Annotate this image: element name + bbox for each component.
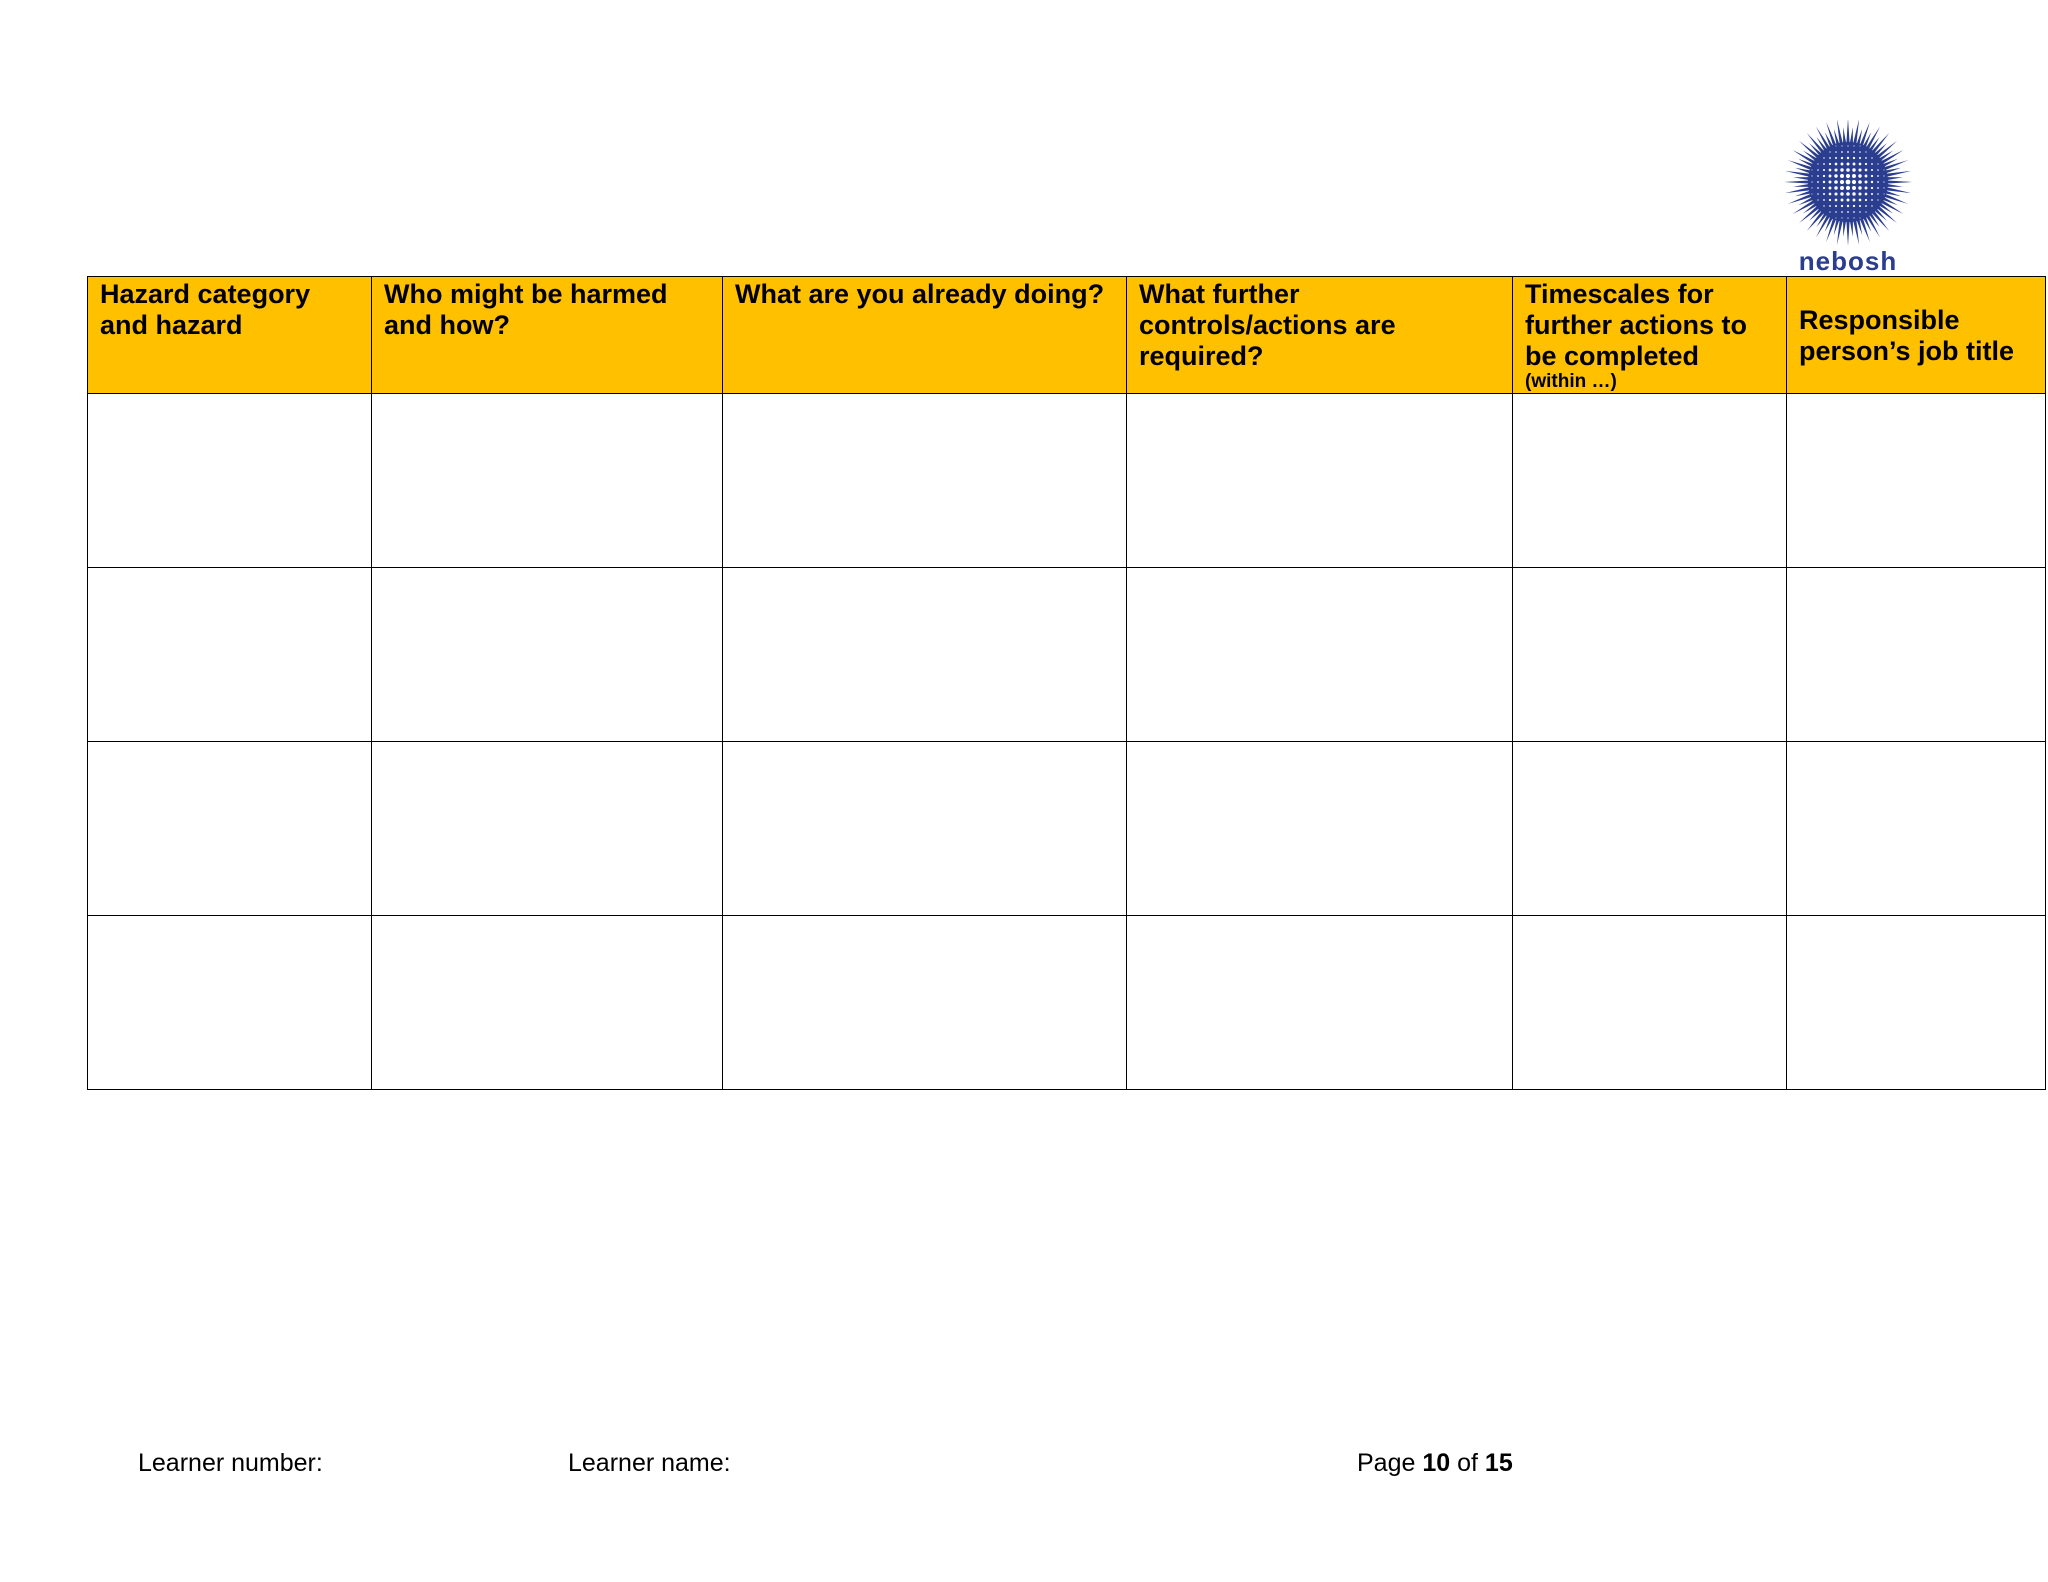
logo-dot: [1817, 181, 1819, 183]
logo-dot: [1817, 199, 1818, 200]
logo-dot: [1853, 151, 1855, 153]
learner-name-label: Learner name:: [568, 1449, 731, 1477]
logo-dot: [1817, 169, 1819, 171]
logo-dot: [1841, 205, 1843, 207]
logo-dot: [1853, 145, 1854, 146]
logo-dot: [1871, 157, 1872, 158]
table-row: [88, 568, 2046, 742]
table-row: [88, 916, 2046, 1090]
logo-dot: [1829, 187, 1832, 190]
table-cell[interactable]: [1513, 742, 1787, 916]
table-cell[interactable]: [88, 394, 372, 568]
logo-dot: [1823, 199, 1825, 201]
logo-dot: [1841, 157, 1843, 159]
logo-ray: [1884, 180, 1912, 184]
logo-dot: [1840, 180, 1844, 184]
logo-dot: [1853, 157, 1855, 159]
logo-dot: [1859, 211, 1861, 213]
table-cell[interactable]: [1787, 742, 2046, 916]
logo-dot: [1829, 169, 1832, 172]
logo-starburst-icon: [1778, 120, 1918, 260]
logo-dot: [1846, 168, 1850, 172]
logo-dot: [1834, 192, 1837, 195]
logo-dot: [1812, 194, 1813, 195]
table-cell[interactable]: [88, 916, 372, 1090]
header-already-doing: What are you already doing?: [723, 277, 1127, 394]
nebosh-logo: [1778, 120, 1918, 278]
logo-dot: [1829, 175, 1832, 178]
logo-dot: [1817, 187, 1819, 189]
table-cell[interactable]: [1787, 568, 2046, 742]
table-cell[interactable]: [1513, 568, 1787, 742]
logo-dot: [1823, 169, 1825, 171]
logo-dot: [1847, 151, 1849, 153]
table-cell[interactable]: [88, 742, 372, 916]
table-cell[interactable]: [1127, 742, 1513, 916]
logo-dot: [1835, 157, 1837, 159]
logo-dot: [1852, 174, 1856, 178]
logo-dot: [1858, 180, 1862, 184]
logo-dot: [1829, 193, 1832, 196]
page-number: [1357, 1448, 1513, 1478]
logo-dot: [1846, 174, 1850, 178]
logo-dot: [1860, 146, 1861, 147]
logo-dot: [1834, 180, 1838, 184]
logo-dot: [1853, 163, 1856, 166]
table-cell[interactable]: [1513, 394, 1787, 568]
logo-dot: [1846, 186, 1850, 190]
logo-dot: [1836, 218, 1837, 219]
page-prefix: Page: [1357, 1449, 1416, 1477]
logo-dot: [1871, 169, 1873, 171]
logo-dot: [1858, 192, 1861, 195]
logo-dot: [1858, 174, 1861, 177]
logo-dot: [1829, 151, 1830, 152]
logo-dot: [1823, 187, 1825, 189]
logo-dot: [1847, 163, 1850, 166]
header-hazard-category: Hazard category and hazard: [88, 277, 372, 394]
table-cell[interactable]: [1127, 916, 1513, 1090]
logo-dot: [1865, 157, 1867, 159]
logo-dot: [1884, 194, 1885, 195]
logo-text: nebosh: [1798, 246, 1898, 276]
logo-dot: [1834, 174, 1837, 177]
table-cell[interactable]: [723, 568, 1127, 742]
logo-dot: [1829, 181, 1832, 184]
logo-dot: [1835, 163, 1838, 166]
logo-dot: [1871, 163, 1873, 165]
logo-dot: [1871, 181, 1873, 183]
logo-dot: [1883, 181, 1884, 182]
logo-dot: [1840, 192, 1843, 195]
logo-dot: [1811, 187, 1812, 188]
table-cell[interactable]: [1787, 394, 2046, 568]
logo-dot: [1829, 205, 1831, 207]
logo-dot: [1883, 175, 1884, 176]
logo-dot: [1883, 187, 1884, 188]
logo-ray: [1846, 218, 1850, 246]
logo-dot: [1865, 181, 1868, 184]
logo-dot: [1841, 145, 1842, 146]
logo-dot: [1811, 181, 1812, 182]
logo-dot: [1847, 199, 1850, 202]
logo-dot: [1823, 163, 1825, 165]
logo-dot: [1835, 205, 1837, 207]
logo-dot: [1829, 211, 1830, 212]
logo-dot: [1865, 175, 1868, 178]
logo-dot: [1877, 193, 1879, 195]
logo-dot: [1865, 199, 1867, 201]
logo-dot: [1858, 168, 1861, 171]
logo-dot: [1859, 199, 1862, 202]
logo-dot: [1852, 180, 1856, 184]
logo-dot: [1811, 175, 1812, 176]
logo-dot: [1859, 163, 1862, 166]
logo-dot: [1858, 186, 1861, 189]
logo-dot: [1853, 217, 1854, 218]
table-cell[interactable]: [372, 742, 723, 916]
logo-dot: [1852, 192, 1855, 195]
logo-dot: [1865, 169, 1868, 172]
logo-dot: [1846, 180, 1851, 185]
logo-dot: [1877, 163, 1878, 164]
logo-dot: [1847, 157, 1849, 159]
table-cell[interactable]: [1513, 916, 1787, 1090]
logo-dot: [1852, 168, 1855, 171]
logo-dot: [1871, 193, 1873, 195]
logo-dot: [1853, 205, 1855, 207]
logo-dot: [1847, 217, 1848, 218]
logo-dot: [1847, 205, 1849, 207]
page-of: of: [1457, 1449, 1478, 1477]
logo-dot: [1865, 193, 1868, 196]
logo-dot: [1877, 169, 1879, 171]
table-cell[interactable]: [372, 394, 723, 568]
logo-dot: [1823, 193, 1825, 195]
header-responsible-person: Responsible person’s job title: [1787, 277, 2046, 394]
logo-dot: [1847, 211, 1849, 213]
logo-dot: [1865, 151, 1866, 152]
logo-dot: [1871, 187, 1873, 189]
logo-dot: [1871, 199, 1873, 201]
logo-dot: [1877, 199, 1878, 200]
logo-dot: [1853, 199, 1856, 202]
logo-dot: [1865, 187, 1868, 190]
logo-dot: [1871, 175, 1873, 177]
table-header-row: [88, 277, 2046, 394]
header-further-controls: What further controls/actions are required?: [1127, 277, 1513, 394]
logo-dot: [1834, 168, 1837, 171]
table-cell[interactable]: [372, 916, 723, 1090]
logo-dot: [1846, 192, 1850, 196]
logo-dot: [1812, 170, 1813, 171]
logo-ray: [1784, 180, 1812, 184]
logo-dot: [1865, 211, 1866, 212]
page-total: 15: [1484, 1449, 1513, 1477]
logo-dot: [1841, 151, 1843, 153]
page-current: 10: [1422, 1449, 1451, 1477]
logo-dot: [1865, 205, 1867, 207]
logo-dot: [1817, 193, 1819, 195]
table-cell[interactable]: [723, 742, 1127, 916]
logo-dot: [1817, 175, 1819, 177]
logo-dot: [1841, 199, 1844, 202]
logo-dot: [1840, 186, 1844, 190]
logo-dot: [1847, 145, 1848, 146]
header-who-harmed: Who might be harmed and how?: [372, 277, 723, 394]
logo-dot: [1834, 186, 1837, 189]
logo-dot: [1841, 211, 1843, 213]
header-timescales-sub: (within …): [1525, 371, 1617, 392]
learner-number-label: Learner number:: [138, 1449, 323, 1477]
table-cell[interactable]: [88, 568, 372, 742]
table-cell[interactable]: [1787, 916, 2046, 1090]
logo-dot: [1859, 205, 1861, 207]
logo-dot: [1829, 163, 1831, 165]
logo-dot: [1829, 157, 1831, 159]
logo-dot: [1823, 205, 1824, 206]
logo-dot: [1852, 186, 1856, 190]
logo-dot: [1835, 151, 1837, 153]
table-cell[interactable]: [1127, 568, 1513, 742]
logo-dot: [1823, 181, 1825, 183]
logo-dot: [1817, 163, 1818, 164]
logo-dot: [1859, 157, 1861, 159]
logo-dot: [1840, 168, 1843, 171]
logo-dot: [1836, 146, 1837, 147]
logo-dot: [1859, 151, 1861, 153]
logo-dot: [1823, 157, 1824, 158]
logo-dot: [1884, 170, 1885, 171]
table-cell[interactable]: [1127, 394, 1513, 568]
logo-dot: [1841, 217, 1842, 218]
table-cell[interactable]: [723, 394, 1127, 568]
logo-dot: [1829, 199, 1831, 201]
logo-dot: [1860, 218, 1861, 219]
logo-dot: [1877, 187, 1879, 189]
logo-dot: [1841, 163, 1844, 166]
logo-dot: [1853, 211, 1855, 213]
logo-dot: [1840, 174, 1844, 178]
logo-dot: [1877, 175, 1879, 177]
logo-dot: [1877, 181, 1879, 183]
logo-dot: [1835, 211, 1837, 213]
logo-dot: [1835, 199, 1838, 202]
logo-dot: [1871, 205, 1872, 206]
table-row: [88, 394, 2046, 568]
table-row: [88, 742, 2046, 916]
logo-dot: [1865, 163, 1867, 165]
logo-dot: [1823, 175, 1825, 177]
table-cell[interactable]: [372, 568, 723, 742]
risk-assessment-table: [87, 276, 2046, 1090]
table-cell[interactable]: [723, 916, 1127, 1090]
header-timescales: Timescales for further actions to be completed (within …): [1513, 277, 1787, 394]
